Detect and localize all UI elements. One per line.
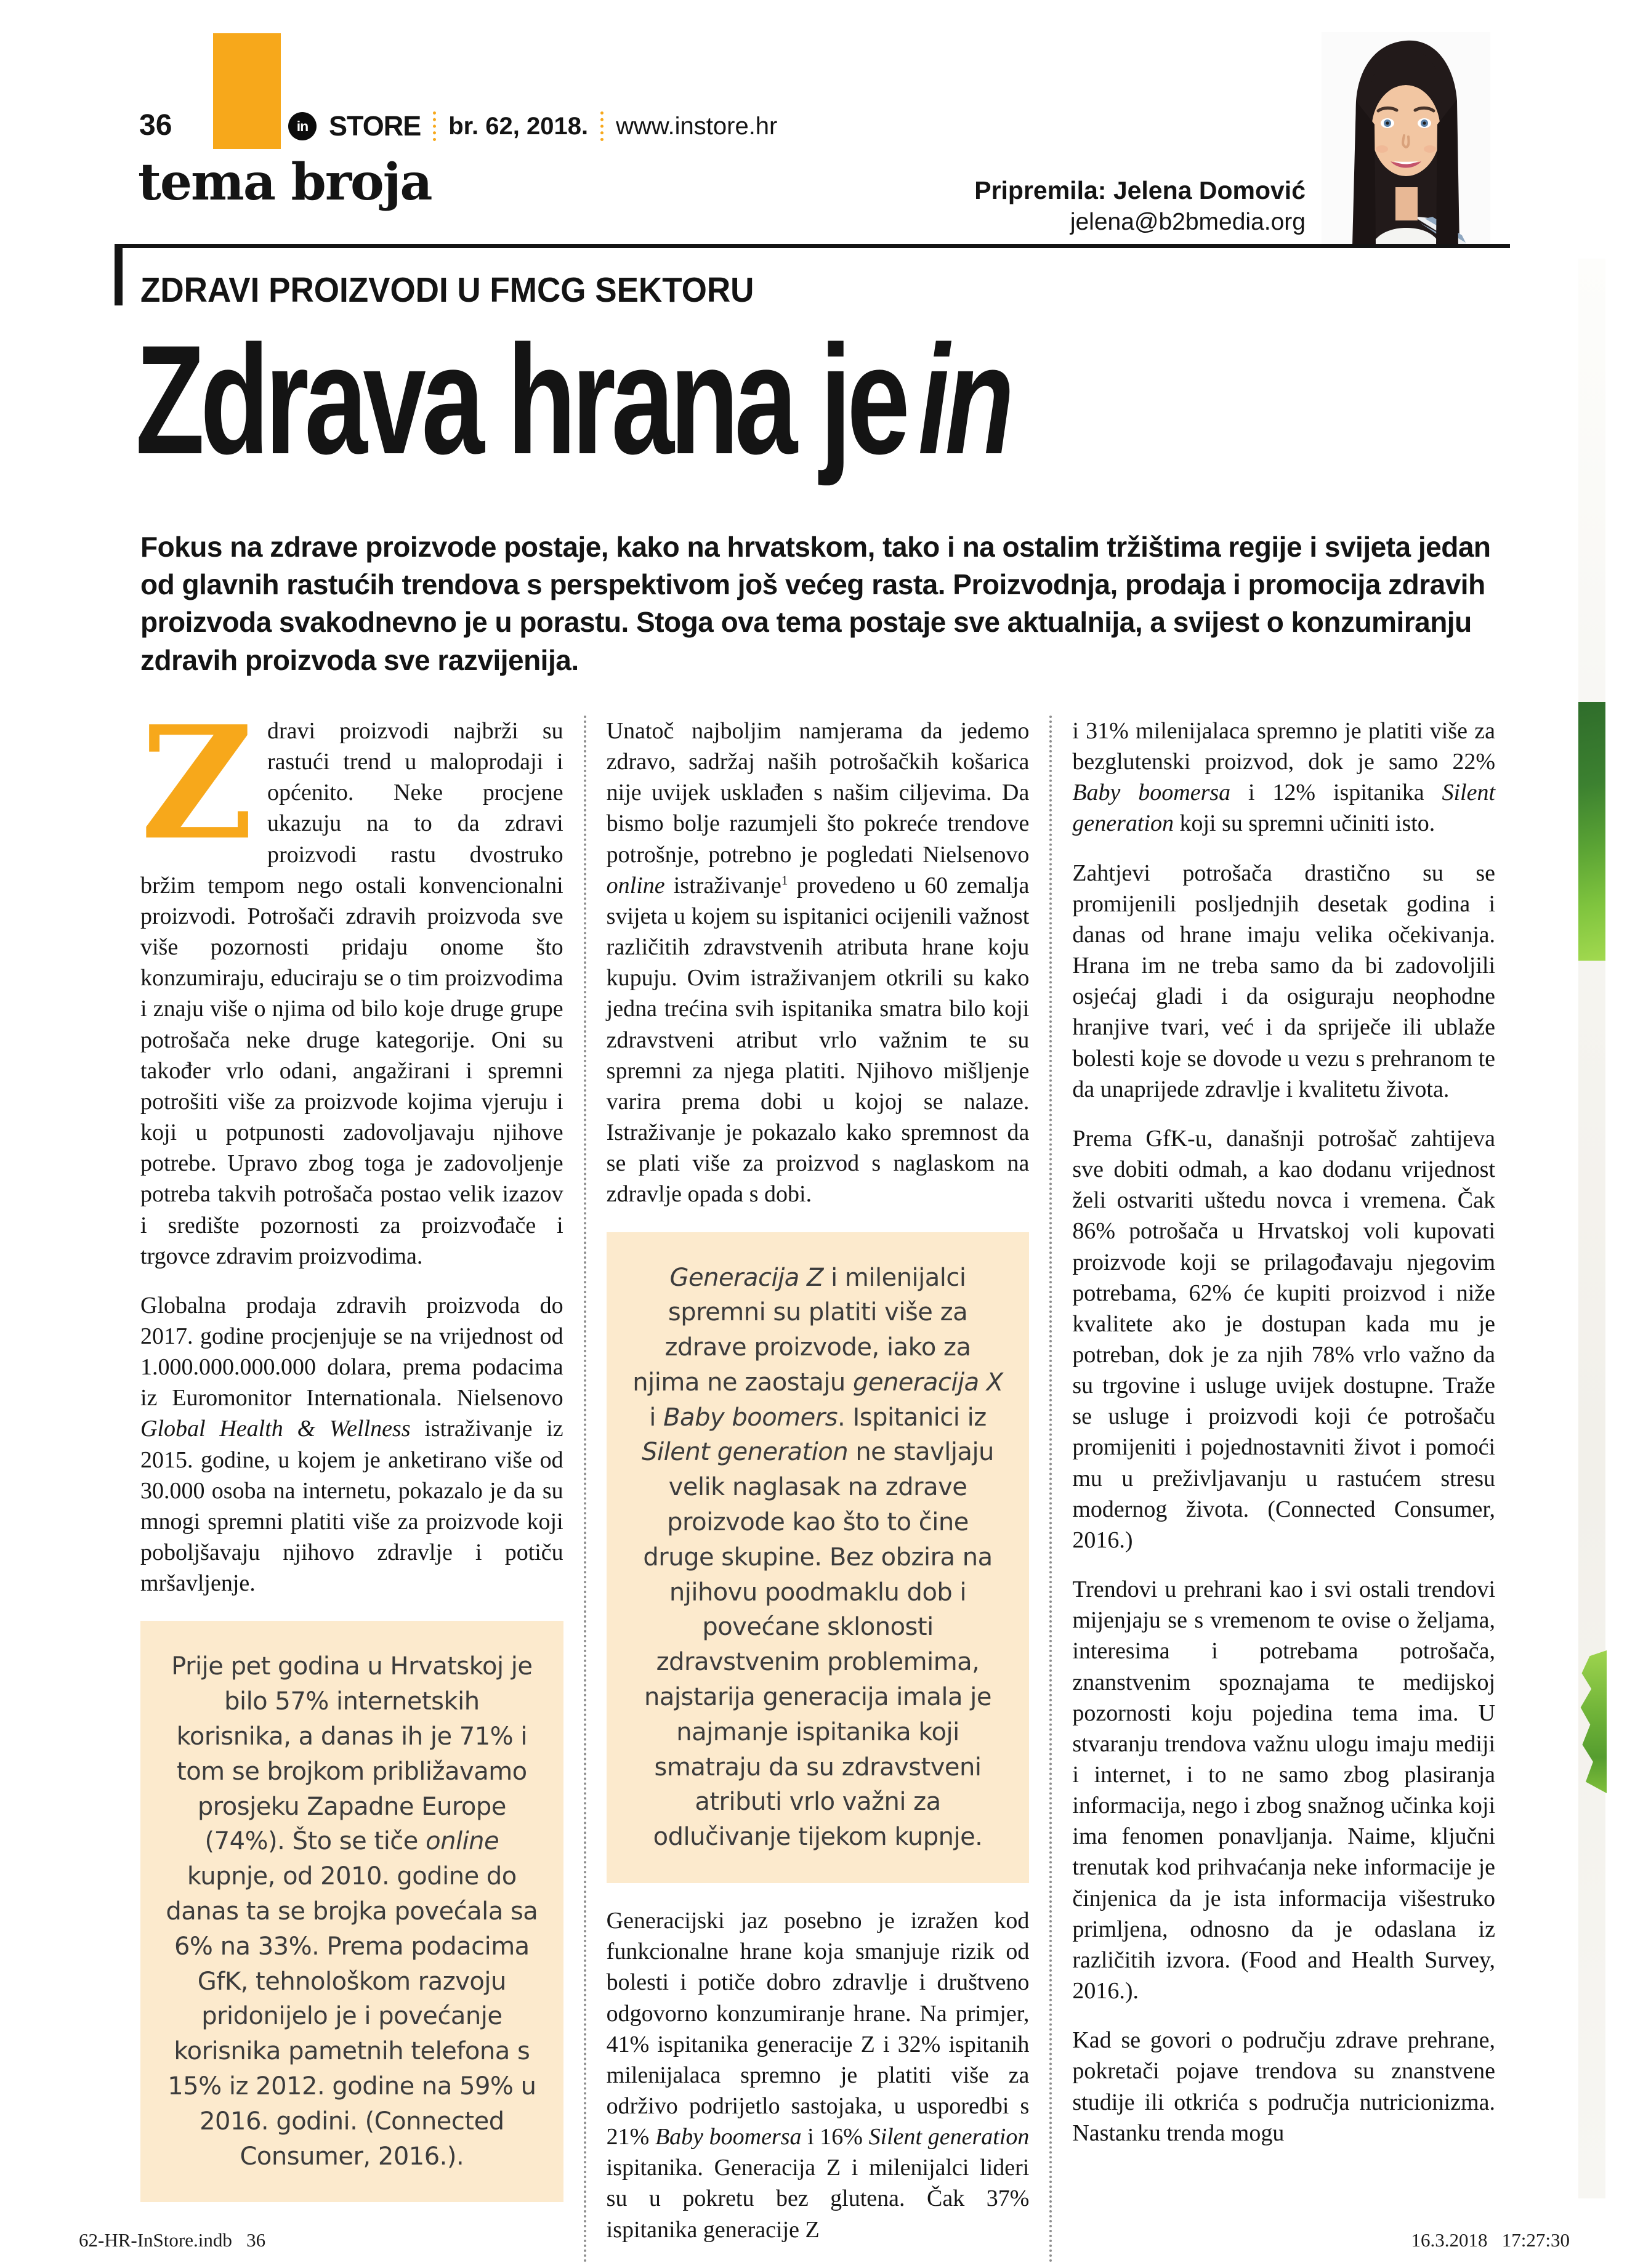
instore-logo-wordmark: STORE (329, 110, 421, 142)
dropcap: Z (140, 692, 254, 874)
issue-number: br. 62, 2018. (448, 112, 589, 140)
footer-timestamp: 16.3.2018 17:27:30 (1411, 2229, 1570, 2251)
paragraph: i 31% milenijalaca spremno je platiti više za bezglutenski proizvod, dok je samo 22% Baby boomersa i 12% ispitanika Silent generation koji su spremni učiniti isto. (1072, 718, 1496, 837)
paragraph: Prema GfK-u, današnji potrošač zahtijeva sve dobiti odmah, a kao dodanu vrijednost želi ostvariti uštedu novca i vremena. Čak 86% potrošača u Hrvatskoj voli kupovati proizvode koji se prilagođavaju njegovim potrebama, 62% će kupiti proizvod i niže kvalitete ako je dostupan kada mu je potreban, dok je za njih 78% vrlo važno da su trgovine i usluge uvijek dostupne. Traže se usluge i proizvodi koji će potrošaču promijeniti i pojednostavniti život i pomoći mu u preživljavanju u rastućem stresu modernog života. (Connected Consumer, 2016.) (1072, 1125, 1496, 1553)
paragraph: Unatoč najboljim namjerama da jedemo zdravo, sadržaj naših potrošačkih košarica nije uvijek usklađen s našim ciljevima. Da bismo bolje razumjeli što pokreće trendove potrošnje, potrebno je pogledati Nielsenovo online istraživanje$^1$ provedeno u 60 zemalja svijeta u kojem su ispitanici ocijenili važnost različitih zdravstvenih atributa hrane koju kupuju. Ovim istraživanjem otkrili su kako jedna trećina svih ispitanika smatra bilo koji zdravstveni atribut vrlo važnim te su spremni za njega platiti. Njihovo mišljenje varira prema dobi u kojoj se nalaze. Istraživanje je pokazalo kako spremnost da se plati više za proizvod s naglaskom na zdravlje opada s dobi. (606, 718, 1030, 1208)
article-columns (140, 692, 1496, 2264)
website-url: www.instore.hr (616, 112, 778, 140)
page-edge-gradient (1578, 259, 1605, 2198)
paragraph: Kad se govori o području zdrave prehrane, pokretači pojave trendova su znanstvene studije ili otkrića s područja nutricionizma. Nastanku trenda mogu (1072, 2027, 1496, 2146)
author-photo-illustration (1322, 32, 1490, 245)
column-2 (584, 716, 1050, 2264)
header-rule (117, 244, 1510, 248)
instore-logo-icon: in (288, 112, 317, 140)
paragraph: Globalna prodaja zdravih proizvoda do 2017. godine procjenjuje se na vrijednost od 1.000.000.000.000 dolara, prema podacima iz Euromonitor Internationala. Nielsenovo Global Health & Wellness istraživanje iz 2015. godine, u kojem je anketirano više od 30.000 osoba na internetu, pokazalo je da su mnogi spremni platiti više za proizvode koji poboljšavaju njihovo zdravlje i potiču mršavljenje. (140, 1292, 563, 1597)
paragraph (140, 692, 563, 1272)
column-1 (140, 692, 584, 2264)
column-3 (1049, 716, 1495, 2264)
article-title-italic: in (918, 313, 1010, 486)
article-title (135, 313, 1010, 486)
article-title-main: Zdrava hrana je (135, 313, 906, 486)
footer-file-info: 62-HR-InStore.indb 36 (79, 2229, 266, 2251)
header-rule-tab (115, 244, 123, 305)
paragraph-text: dravi proizvodi najbrži su rastući trend u maloprodaji i općenito. Neke procjene ukazuju na to da zdravi proizvodi rastu dvostruko bržim tempom nego ostali konvencionalni proizvodi. Potrošači zdravih proizvoda sve više pozornosti pridaju onome što konzumiraju, educiraju se o tim proizvodima i znaju više o njima od bilo koje druge grupe potrošača neke druge kategorije. Oni su također vrlo odani, angažirani i spremni potrošiti više za proizvode kojima vjeruju i koji u potpunosti zadovoljavaju njihove potrebe. Upravo zbog toga je zadovoljenje potreba takvih potrošača postao velik izazov i središte pozornosti za proizvođače i trgovce zdravim proizvodima. (140, 718, 563, 1269)
green-leaf-image-edge (1578, 702, 1605, 961)
yellow-accent-block (213, 33, 281, 149)
section-title: tema broja (138, 153, 432, 212)
article-kicker: ZDRAVI PROIZVODI U FMCG SEKTORU (140, 270, 754, 310)
author-photo (1322, 32, 1490, 245)
page-number: 36 (139, 109, 172, 142)
paragraph: Zahtjevi potrošača drastično su se promijenili posljednjih desetak godina i danas od hrane imaju velika očekivanja. Hrana im ne treba samo da bi zadovoljili osjećaj gladi i da osiguraju neophodne hranjive tvari, već i da spriječe ili ublaže bolesti koje se dovode u vezu s prehranom te da unaprijede zdravlje i kvalitetu života. (1072, 860, 1496, 1102)
dotted-separator-icon (433, 111, 436, 141)
masthead (288, 110, 777, 143)
highlight-box-2: Generacija Z i milenijalci spremni su platiti više za zdrave proizvode, iako za njima ne zaostaju generacija X i Baby boomers. Ispitanici iz Silent generation ne stavljaju velik naglasak na zdrave proizvode kao što to čine druge skupine. Bez obzira na njihovu poodmaklu dob i povećane sklonosti zdravstvenim problemima, najstarija generacija imala je najmanje ispitanika koji smatraju da su zdravstveni atributi vrlo važni za odlučivanje tijekom kupnje. (607, 1232, 1030, 1884)
article-lead: Fokus na zdrave proizvode postaje, kako na hrvatskom, tako i na ostalim tržištima regije i svijeta jedan od glavnih rastućih trendova s perspektivom još većeg rasta. Proizvodnja, prodaja i promocija zdravih proizvoda svakodnevno je u porastu. Stoga ova tema postaje sve aktualnija, a svijest o konzumiranju zdravih proizvoda sve razvijenija. (140, 531, 1491, 676)
dotted-separator-icon (600, 111, 604, 141)
byline-email: jelena@b2bmedia.org (1070, 209, 1306, 235)
byline (874, 176, 1306, 236)
paragraph: Generacijski jaz posebno je izražen kod funkcionalne hrane koja smanjuje rizik od bolesti i potiče dobro zdravlje i društveno odgovorno konzumiranje hrane. Na primjer, 41% ispitanika generacije Z i 32% ispitanih milenijalaca spremno je platiti više za održivo podrijetlo sastojaka, u usporedbi s 21% Baby boomersa i 16% Silent generation ispitanika. Generacija Z i milenijalci lideri su u pokretu bez glutena. Čak 37% ispitanika generacije Z (606, 1908, 1030, 2243)
paragraph: Trendovi u prehrani kao i svi ostali trendovi mijenjaju se s vremenom te ovise o željama, interesima i potrebama potrošača, znanstvenim spoznajama te medijskoj pozornosti koju pojedina tema ima. U stvaranju trendova važnu ulogu imaju mediji i internet, i to ne samo zbog plasiranja informacija, nego i zbog snažnog učinka koji ima fenomen ponavljanja. Naime, ključni trenutak kod prihvaćanja neke informacije je činjenica da je ista informacija višestruko primljena, odnosno da je odaslana iz različitih izvora. (Food and Health Survey, 2016.). (1072, 1576, 1496, 2004)
byline-author: Pripremila: Jelena Domović (974, 176, 1306, 204)
highlight-box-1: Prije pet godina u Hrvatskoj je bilo 57% internetskih korisnika, a danas ih je 71% i tom se brojkom približavamo prosjeku Zapadne Europe (74%). Što se tiče online kupnje, od 2010. godine do danas ta se brojka povećala sa 6% na 33%. Prema podacima GfK, tehnološkom razvoju pridonijelo je i povećanje korisnika pametnih telefona s 15% iz 2012. godine na 59% u 2016. godini. (Connected Consumer, 2016.). (140, 1621, 563, 2202)
